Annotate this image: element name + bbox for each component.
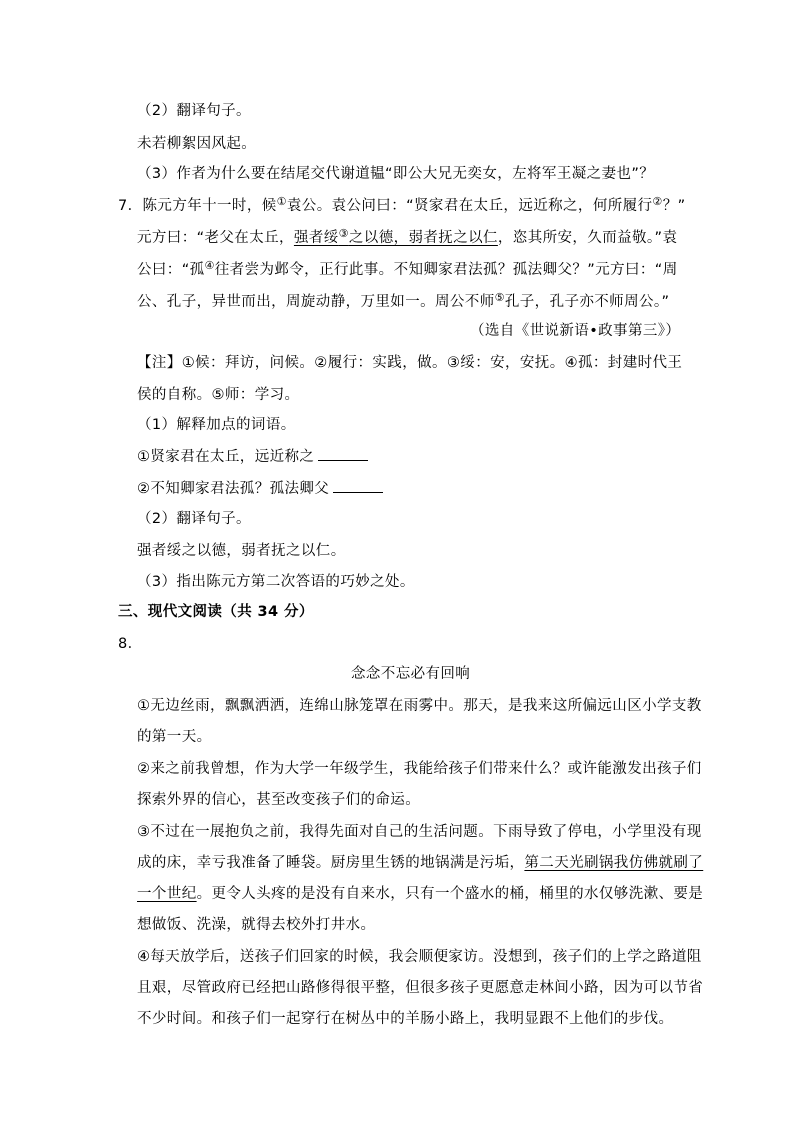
footnote-marker-2: ② — [652, 195, 663, 208]
answer-blank[interactable] — [318, 448, 368, 461]
q7-sub1-item-2: ②不知卿家君法孤？孤法卿父 — [137, 479, 383, 499]
q7-line-2: 元方曰：“老父在太丘，强者绥③之以德，弱者抚之以仁，恣其所安，久而益敬。”袁 — [137, 227, 678, 246]
q7-line-3: 公曰：“孤④往者尝为邺令，正行此事。不知卿家君法孤？孤法卿父？”元方曰：“周 — [137, 259, 678, 278]
underlined-phrase: 强者绥③之以德，弱者抚之以仁 — [293, 227, 498, 246]
article-p4-line-1: ④每天放学后，送孩子们回家的时候，我会顺便家访。没想到，孩子们的上学之路道阻 — [137, 949, 702, 965]
q6-question-3: （3）作者为什么要在结尾交代谢道韫“即公大兄无奕女，左将军王凝之妻也”？ — [137, 166, 655, 182]
article-p1-line-1: ①无边丝雨，飘飘洒洒，连绵山脉笼罩在雨雾中。那天，是我来这所偏远山区小学支教 — [137, 698, 702, 714]
q7-subquestion-1: （1）解释加点的词语。 — [137, 417, 296, 433]
article-p2-line-1: ②来之前我曾想，作为大学一年级学生，我能给孩子们带来什么？或许能激发出孩子们 — [137, 761, 702, 777]
q7-line-4: 公、孔子，异世而出，周旋动静，万里如一。周公不师⑤孔子，孔子亦不师周公。” — [137, 291, 670, 310]
q7-sub1-item-1: ①贤家君在太丘，远近称之 — [137, 447, 368, 467]
q8-number: 8． — [118, 636, 143, 652]
footnote-marker-5: ⑤ — [494, 291, 505, 304]
article-p4-line-2: 且艰，尽管政府已经把山路修得很平整，但很多孩子更愿意走林间小路，因为可以节省 — [137, 980, 704, 996]
q7-source: （选自《世说新语•政事第三》） — [470, 323, 681, 339]
article-p3-line-1: ③不过在一展抱负之前，我得先面对自己的生活问题。下雨导致了停电，小学里没有现 — [137, 824, 702, 840]
q7-note-line-1: 【注】①候：拜访，问候。②履行：实践，做。③绥：安，安抚。④孤：封建时代王 — [137, 355, 683, 371]
q7-subquestion-2: （2）翻译句子。 — [137, 511, 251, 527]
article-p3-line-2: 成的床，幸亏我准备了睡袋。厨房里生锈的地锅满是污垢，第二天光刷锅我仿佛就刷了 — [137, 855, 704, 871]
article-p3-line-3: 一个世纪。更令人头疼的是没有自来水，只有一个盛水的桶，桶里的水仅够洗漱、要是 — [137, 886, 704, 902]
footnote-marker-3: ③ — [338, 227, 349, 240]
article-p1-line-2: 的第一天。 — [137, 729, 212, 745]
footnote-marker-1: ① — [276, 195, 287, 208]
q7-note-line-2: 侯的自称。⑤师：学习。 — [137, 387, 300, 403]
article-title: 念念不忘必有回响 — [351, 666, 471, 682]
q7-line-1: 7．陈元方年十一时，候①袁公。袁公问曰：“贤家君在太丘，远近称之，何所履行②？” — [118, 195, 686, 214]
q6-translate-heading: （2）翻译句子。 — [137, 103, 251, 119]
article-p3-line-4: 想做饭、洗澡，就得去校外打井水。 — [137, 917, 376, 933]
answer-blank[interactable] — [333, 480, 383, 493]
section-heading: 三、现代文阅读（共 34 分） — [118, 604, 314, 620]
article-p2-line-2: 探索外界的信心，甚至改变孩子们的命运。 — [137, 792, 421, 808]
footnote-marker-4: ④ — [204, 259, 215, 272]
q7-number: 7． — [118, 198, 143, 214]
q6-translate-sentence: 未若柳絮因风起。 — [137, 136, 257, 152]
q7-subquestion-3: （3）指出陈元方第二次答语的巧妙之处。 — [137, 574, 415, 590]
underlined-sentence-end: 一个世纪 — [137, 886, 197, 902]
q7-sub2-sentence: 强者绥之以德，弱者抚之以仁。 — [137, 543, 346, 559]
article-p4-line-3: 不少时间。和孩子们一起穿行在树丛中的羊肠小路上，我明显跟不上他们的步伐。 — [137, 1011, 674, 1027]
underlined-sentence: 第二天光刷锅我仿佛就刷了 — [524, 855, 704, 871]
